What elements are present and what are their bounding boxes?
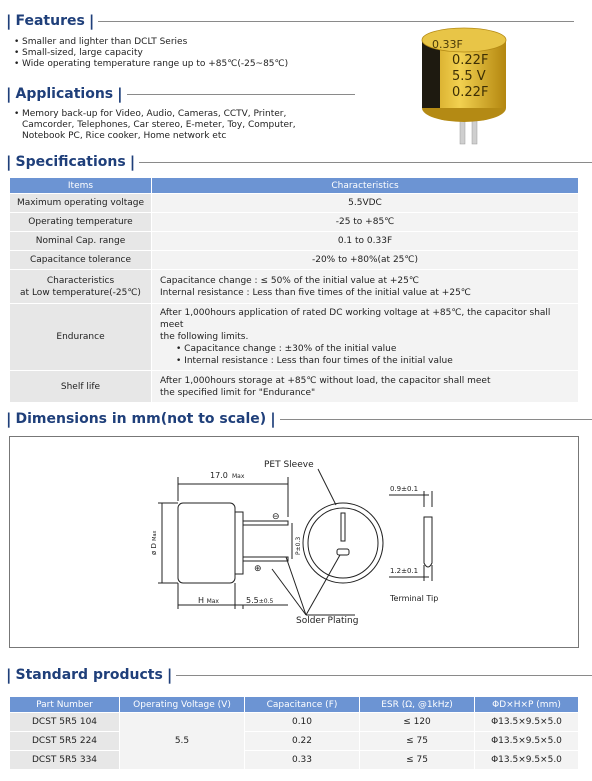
spec-value-line: After 1,000hours storage at +85℃ without load, the capacitor shall meet <box>160 375 491 386</box>
list-item: • Memory back-up for Video, Audio, Cameras, CCTV, Printer, <box>14 109 296 120</box>
column-header: Part Number <box>10 697 120 713</box>
spec-value <box>152 270 579 304</box>
heading-bar: | <box>6 153 12 171</box>
solder-plating-label: Solder Plating <box>296 616 359 626</box>
spec-item: Shelf life <box>10 371 152 403</box>
table-row <box>10 751 579 770</box>
dim-text-tip-length: 1.2±0.1 <box>390 567 419 575</box>
capacitor-front-view <box>303 503 383 583</box>
spec-value-line: the specified limit for "Endurance" <box>160 387 316 398</box>
voltage-cell: 5.5 <box>120 713 245 770</box>
features-list <box>14 37 288 70</box>
table-header-row <box>10 178 579 194</box>
heading-bar: | <box>166 666 173 684</box>
part-number-cell: DCST 5R5 334 <box>10 751 120 770</box>
heading-bar: | <box>117 85 123 103</box>
list-item: • Smaller and lighter than DCLT Series <box>14 37 288 48</box>
spec-value: -20% to +80%(at 25℃) <box>152 251 579 270</box>
column-header: Characteristics <box>152 178 579 194</box>
table-row <box>10 251 579 270</box>
spec-item: Operating temperature <box>10 213 152 232</box>
spec-item-line: at Low temperature(-25℃) <box>20 287 141 298</box>
lead-top <box>243 521 288 525</box>
products-title: Standard products <box>15 667 163 683</box>
table-row <box>10 194 579 213</box>
applications-title: Applications <box>15 86 114 102</box>
dim-text-diameter: ø D Max <box>150 530 158 555</box>
dimension-cell: Φ13.5×9.5×5.0 <box>475 732 579 751</box>
capacitance-cell: 0.22 <box>245 732 360 751</box>
label-bottom: 0.22F <box>452 85 489 100</box>
capacitor-side-cap <box>235 512 243 574</box>
heading-bar: | <box>6 85 12 103</box>
heading-rule <box>176 675 592 676</box>
spec-value-subitem: • Capacitance change : ±30% of the initial value <box>160 343 570 355</box>
dim-text-length-max: Max <box>232 473 245 480</box>
spec-value: 5.5VDC <box>152 194 579 213</box>
minus-terminal-icon: ⊖ <box>272 512 280 522</box>
spec-value-line: After 1,000hours application of rated DC working voltage at +85℃, the capacitor shall meet <box>160 308 551 330</box>
column-header: Capacitance (F) <box>245 697 360 713</box>
capacitance-cell: 0.10 <box>245 713 360 732</box>
heading-rule <box>127 94 355 95</box>
column-header: ESR (Ω, @1kHz) <box>360 697 475 713</box>
label-top: 0.33F <box>432 38 463 51</box>
heading-rule <box>98 21 574 22</box>
capacitor-front-inner <box>308 508 378 578</box>
dim-text-length: 17.0 <box>210 471 228 480</box>
leader-line <box>306 555 340 615</box>
pet-sleeve-label: PET Sleeve <box>264 460 314 470</box>
column-header: ΦD×H×P (mm) <box>475 697 579 713</box>
dim-text-pitch: P±0.3 <box>295 536 302 555</box>
lead-bottom <box>243 557 288 561</box>
esr-cell: ≤ 75 <box>360 751 475 770</box>
front-lead-pad <box>337 549 349 555</box>
capacitance-cell: 0.33 <box>245 751 360 770</box>
heading-bar: | <box>270 410 276 428</box>
dimension-drawing <box>10 437 578 647</box>
terminal-tip-label: Terminal Tip <box>390 594 439 603</box>
spec-value <box>152 371 579 403</box>
part-number-cell: DCST 5R5 224 <box>10 732 120 751</box>
spec-value-subitem: • Internal resistance : Less than four times of the initial value <box>160 355 570 367</box>
table-row <box>10 232 579 251</box>
column-header: Operating Voltage (V) <box>120 697 245 713</box>
spec-item: Maximum operating voltage <box>10 194 152 213</box>
spec-value: 0.1 to 0.33F <box>152 232 579 251</box>
heading-bar: | <box>129 153 136 171</box>
spec-item: Endurance <box>10 304 152 371</box>
capacitor-side-body <box>178 503 235 583</box>
spec-value-line: Capacitance change : ≤ 50% of the initial value at +25℃ <box>160 275 419 286</box>
terminal-tip-shape <box>424 517 432 567</box>
leader-line <box>286 557 306 615</box>
products-heading <box>6 666 592 684</box>
dimensions-heading <box>6 410 592 428</box>
dimension-drawing-box <box>9 436 579 648</box>
label-voltage: 5.5 V <box>452 69 486 84</box>
spec-value-line: the following limits. <box>160 332 249 342</box>
table-row <box>10 713 579 732</box>
spec-value-line: Internal resistance : Less than five times of the initial value at +25℃ <box>160 287 471 298</box>
applications-list <box>14 109 296 142</box>
esr-cell: ≤ 75 <box>360 732 475 751</box>
spec-value: -25 to +85℃ <box>152 213 579 232</box>
heading-rule <box>139 162 592 163</box>
dimensions-title: Dimensions in mm(not to scale) <box>15 411 267 427</box>
features-title: Features <box>15 13 85 29</box>
capacitor-photo <box>412 24 512 148</box>
dimension-cell: Φ13.5×9.5×5.0 <box>475 713 579 732</box>
heading-bar: | <box>88 12 95 30</box>
spec-value <box>152 304 579 371</box>
list-item-continued: Notebook PC, Rice cooker, Home network etc <box>22 131 227 141</box>
heading-rule <box>280 419 592 420</box>
spec-item <box>10 270 152 304</box>
leader-line <box>272 569 306 615</box>
table-row <box>10 732 579 751</box>
specifications-title: Specifications <box>15 154 126 170</box>
table-row <box>10 213 579 232</box>
heading-bar: | <box>6 12 12 30</box>
label-mid: 0.22F <box>452 53 489 68</box>
part-number-cell: DCST 5R5 104 <box>10 713 120 732</box>
specifications-table <box>9 177 579 403</box>
list-item-continued: Camcorder, Telephones, Car stereo, E-meter, Toy, Computer, <box>22 120 296 130</box>
list-item: • Small-sized, large capacity <box>14 48 288 59</box>
spec-item: Nominal Cap. range <box>10 232 152 251</box>
leader-line <box>318 469 336 505</box>
front-lead-slot <box>341 513 345 541</box>
table-row <box>10 270 579 304</box>
heading-bar: | <box>6 666 12 684</box>
heading-bar: | <box>6 410 12 428</box>
specifications-heading <box>6 153 592 171</box>
dim-text-lead: 5.5±0.5 <box>246 596 274 605</box>
table-row <box>10 371 579 403</box>
table-row <box>10 304 579 371</box>
dim-text-tip-width: 0.9±0.1 <box>390 485 419 493</box>
spec-item: Capacitance tolerance <box>10 251 152 270</box>
table-header-row <box>10 697 579 713</box>
column-header: Items <box>10 178 152 194</box>
plus-terminal-icon: ⊕ <box>254 564 262 574</box>
list-item: • Wide operating temperature range up to +85℃(-25~85℃) <box>14 59 288 70</box>
applications-heading <box>6 85 355 103</box>
standard-products-table <box>9 696 579 770</box>
esr-cell: ≤ 120 <box>360 713 475 732</box>
dimension-cell: Φ13.5×9.5×5.0 <box>475 751 579 770</box>
dim-text-height: H Max <box>198 596 219 605</box>
spec-item-line: Characteristics <box>46 275 115 286</box>
